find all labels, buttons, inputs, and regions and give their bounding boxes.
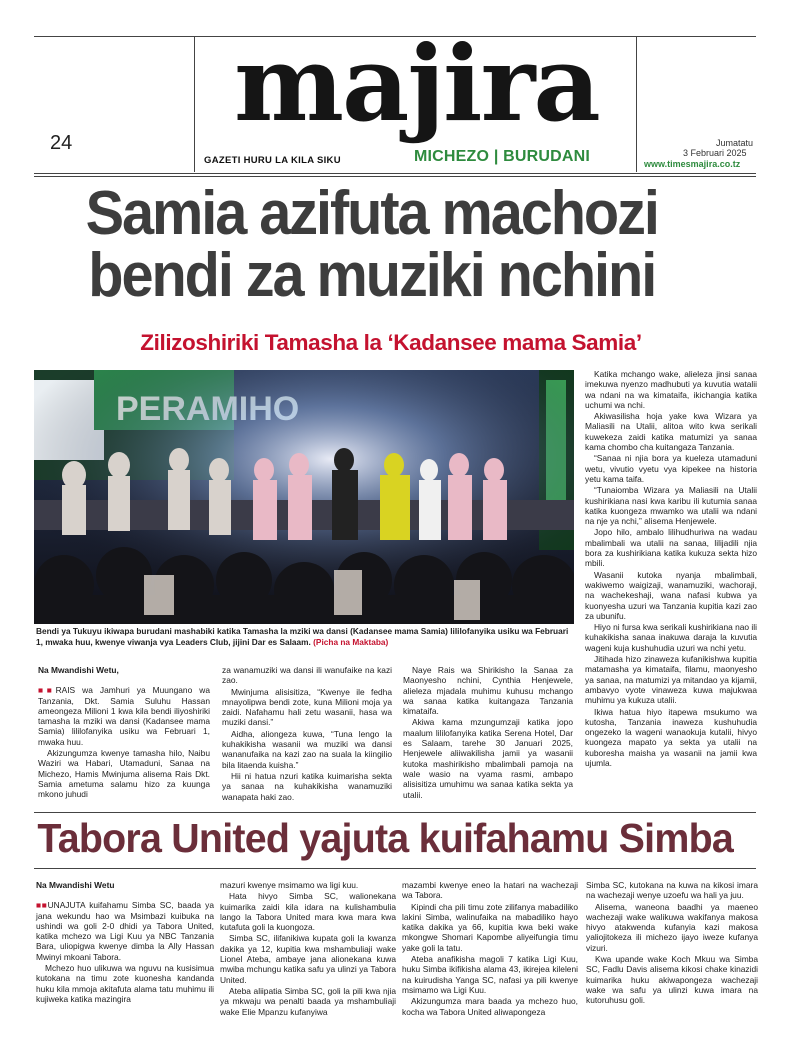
story1-col3-p2: Akiwa kama mzungumzaji katika jopo maalum lililofanyika katika Serena Hotel, Dar es Salaam, tarehe 30 Januari 2025, Henjewele aliiwakilisha jamii ya wasanii kutoka mashirikisho mbalimbali pamoja na wale wasio na vyama rasmi, ambapo alisisitiza umuhimu wa sanaa katika sekta ya utalii. bbox=[403, 717, 573, 800]
story2-col3-p1: mazambi kwenye eneo la hatari na wachezaji wa Tabora. bbox=[402, 880, 578, 901]
website: www.timesmajira.co.tz bbox=[644, 159, 741, 169]
story2-column-3 bbox=[402, 880, 578, 1018]
photo-caption bbox=[36, 626, 576, 647]
story2-col4-p3: Kwa upande wake Koch Mkuu wa Simba SC, Fadlu Davis alisema kikosi chake kinazidi kuimarika huku akiwapongeza wachezaji wake wa safu ya ulinzi kuwa imara na kutoruhusu goli. bbox=[586, 954, 758, 1006]
story2-col1-p1: UNAJUTA kuifahamu Simba SC, baada ya jana wekundu hao wa Msimbazi kuibuka na ushindi wa goli 2-0 dhidi ya Tabora United, katika mchezo wa Ligi Kuu ya NBC Tanzania Bara, uliopigwa kwenye dimba la Ally Hassan Mwinyi mkoani Tabora. bbox=[36, 900, 214, 962]
story1-col2-p2: Mwinjuma alisisitiza, “Kwenye ile fedha mnayolipwa bendi zote, kuna Milioni moja ya zaidi. Nafahamu hali zetu wasanii, hasa wa muziki dansi.” bbox=[222, 686, 392, 728]
story2-column-2 bbox=[220, 880, 396, 1018]
story2-col3-p4: Akizungumza mara baada ya mchezo huo, kocha wa Tabora United aliwapongeza bbox=[402, 996, 578, 1017]
story1-col4-p6: Wasanii kutoka nyanja mbalimbali, wakiwemo waigizaji, wanamuziki, wachoraji, na wachekeshaji, wana nafasi kubwa ya kuonyesha uzuri wa Tanzania kupitia kazi zao za ubunifu. bbox=[585, 569, 757, 621]
story1-col4-p7: Hiyo ni fursa kwa serikali kushirikiana nao ili kuhakikisha sanaa inakuwa daraja la kuvutia wageni kuja kushuhudia uzuri wa nchi yetu. bbox=[585, 622, 757, 653]
story2-col1-p2: Mchezo huo ulikuwa wa nguvu na kusisimua kutokana na timu zote kuonesha kandanda huku kila mmoja akitafuta alama tatu muhimu ili kujiweka katika mazingira bbox=[36, 963, 214, 1004]
masthead-logo: majira bbox=[234, 22, 599, 145]
caption-credit: (Picha na Maktaba) bbox=[313, 636, 389, 647]
story1-col2-p4: Hii ni hatua nzuri katika kuimarisha sekta ya sanaa na kuhakikisha wanamuziki wanapata haki zao. bbox=[222, 770, 392, 802]
drop-mark: ■■ bbox=[38, 685, 56, 696]
story2-col2-p4: Ateba aliipatia Simba SC, goli la pili kwa njia ya mkwaju wa penalti baada ya mshambuliaji wake Elie Mpanzu kufanyiwa bbox=[220, 985, 396, 1017]
main-headline bbox=[36, 179, 707, 310]
story2-col4-p2: Alisema, waneona baadhi ya maeneo wachezaji wake walikuwa wakifanya makosa hivyo atakwenda kufanyia kazi makosa yaliojitokeza ili michezo ijayo iweze kufanya vizuri. bbox=[586, 901, 758, 953]
story1-column-1 bbox=[38, 665, 210, 801]
story1-col1-p2: Akizungumza kwenye tamasha hilo, Naibu Waziri wa Habari, Utamaduni, Sanaa na Michezo, Hamis Mwinjuma alisema Rais Dkt. Samia ametuma salamu hizo za kuunga mkono juhudi bbox=[38, 748, 210, 800]
issue-date: 3 Februari 2025 bbox=[683, 148, 747, 158]
story1-col4-p4: “Tunaiomba Wizara ya Maliasili na Utalii kushirikiana nasi kwa karibu ili kutumia sanaa katika kuongeza mwamko wa utalii wa ndani na nje ya nchi,” alisema Henjewele. bbox=[585, 485, 757, 527]
story1-col2-p3: Aidha, aliongeza kuwa, “Tuna lengo la kuhakikisha wasanii wa muziki wa dansi wananufaika na kazi zao na suala la kiingilio bila litaenda kuisha.” bbox=[222, 728, 392, 770]
story1-col2-p1: za wanamuziki wa dansi ili wanufaike na kazi zao. bbox=[222, 665, 392, 686]
story1-col4-p5: Jopo hilo, ambalo lilihudhuriwa na wadau mbalimbali wa utalii na sanaa, lilijadili njia bora za kushirikiana katika kukuza sekta hizo mbili. bbox=[585, 527, 757, 569]
story2-column-4 bbox=[586, 880, 758, 1007]
story2-col2-p2: Hata hivyo Simba SC, walionekana kuimarika zaidi kila idara na kulishambulia lango la Tabora United mara kwa mara kwa kutafuta goli la kuongoza. bbox=[220, 891, 396, 933]
page-number: 24 bbox=[50, 132, 73, 154]
story1-col4-p1: Katika mchango wake, alieleza jinsi sanaa imekuwa nyenzo madhubuti ya kuvutia watalii wa ndani na wa kimataifa, ikichangia katika uchumi wa nchi. bbox=[585, 369, 757, 410]
story1-col4-p8: Jitihada hizo zinaweza kufanikishwa kupitia matamasha ya kimataifa, filamu, maonyesho ya sanaa, na matumizi ya mitandao ya kijamii, ambavyo vyote vinaweza kuwa majukwaa muhimu ya kukuza utalii. bbox=[585, 654, 757, 706]
story1-column-2 bbox=[222, 665, 392, 803]
story2-col3-p2: Kipindi cha pili timu zote zilifanya mabadiliko lakini Simba, walinufaika na mabadiliko hayo katika dakika ya 66, kupitia kwa beki wake mkongwe Shomari Kapombe aliyeifungia timu yake goli la tatu. bbox=[402, 901, 578, 953]
masthead-tagline: GAZETI HURU LA KILA SIKU bbox=[204, 155, 341, 166]
story1-col4-p9: Ikiwa hatua hiyo itapewa msukumo wa kutosha, Tanzania inaweza kushuhudia ongezeko la wageni wanaokuja kutalii, hivyo kuongeza mapato ya sekta ya utalii na kuboresha maisha ya wasanii na jamii kwa ujumla. bbox=[585, 706, 757, 768]
story2-byline: Na Mwandishi Wetu bbox=[36, 880, 115, 890]
story1-column-3 bbox=[403, 665, 573, 801]
story2-headline: Tabora United yajuta kuifahamu Simba bbox=[37, 815, 733, 861]
story1-column-4 bbox=[585, 369, 757, 769]
story2-col2-p1: mazuri kwenye msimamo wa ligi kuu. bbox=[220, 880, 359, 890]
story1-col4-p3: “Sanaa ni njia bora ya kueleza utamaduni wetu, vivutio vyetu vya kipekee na historia yetu kama taifa. bbox=[585, 453, 757, 484]
story1-col1-p1: RAIS wa Jamhuri ya Muungano wa Tanzania, Dkt. Samia Suluhu Hassan ameongeza Milioni 1 kwa kila bendi iliyoshiriki tamasha la mziki wa dansi (Kadansee mama Samia) lililofanyika usiku wa Februari 1, mwaka huu. bbox=[38, 685, 211, 747]
story1-col4-p2: Akiwasilisha hoja yake kwa Wizara ya Maliasili na Utalii, alitoa wito kwa serikali kuwekeza zaidi katika matumizi ya sanaa kama chombo cha kuitangaza Tanzania. bbox=[585, 411, 757, 453]
caption-text: Bendi ya Tukuyu ikiwapa burudani mashabiki katika Tamasha la mziki wa dansi (Kadansee mama Samia) lililofanyika usiku wa Februari 1, mwaka huu, kwenye viwanja vya Leaders Club, jijini Dar es Salaam. bbox=[36, 626, 569, 647]
story2-col2-p3: Simba SC, ilifanikiwa kupata goli la kwanza dakika ya 12, kupitia kwa mshambuliaji wake Lionel Ateba, ambaye jana alionekana kuwa mwiba mchungu katika safu ya ulinzi ya Tabora United. bbox=[220, 933, 396, 985]
story2-column-1 bbox=[36, 880, 214, 1005]
story1-col3-p1: Naye Rais wa Shirikisho la Sanaa za Maonyesho nchini, Cynthia Henjewele, alieleza mjadala muhimu kuhusu mchango wa sanaa katika kuitangaza Tanzania kimataifa. bbox=[403, 665, 573, 717]
concert-photo bbox=[34, 370, 574, 624]
section-label: MICHEZO | BURUDANI bbox=[414, 148, 591, 165]
subheadline: Zilizoshiriki Tamasha la ‘Kadansee mama Samia’ bbox=[140, 330, 642, 355]
story2-col3-p3: Ateba anafikisha magoli 7 katika Ligi Kuu, huku Simba ikifikisha alama 43, ikirejea kileleni na kuirudisha Yanga SC, nafasi ya pili kwenye msimamo wa Ligi Kuu. bbox=[402, 954, 578, 995]
main-headline-line2: bendi za muziki nchini bbox=[88, 241, 656, 310]
main-headline-line1: Samia azifuta machozi bbox=[85, 179, 658, 248]
story1-paragraph bbox=[38, 685, 210, 747]
story2-paragraph bbox=[36, 900, 214, 962]
story1-byline: Na Mwandishi Wetu, bbox=[38, 665, 119, 675]
drop-mark: ■■ bbox=[36, 900, 48, 911]
concert-illustration bbox=[34, 370, 574, 624]
issue-day: Jumatatu bbox=[716, 138, 754, 148]
story2-col4-p1: Simba SC, kutokana na kuwa na kikosi imara na wachezaji wenye uzoefu wa hali ya juu. bbox=[586, 880, 758, 901]
